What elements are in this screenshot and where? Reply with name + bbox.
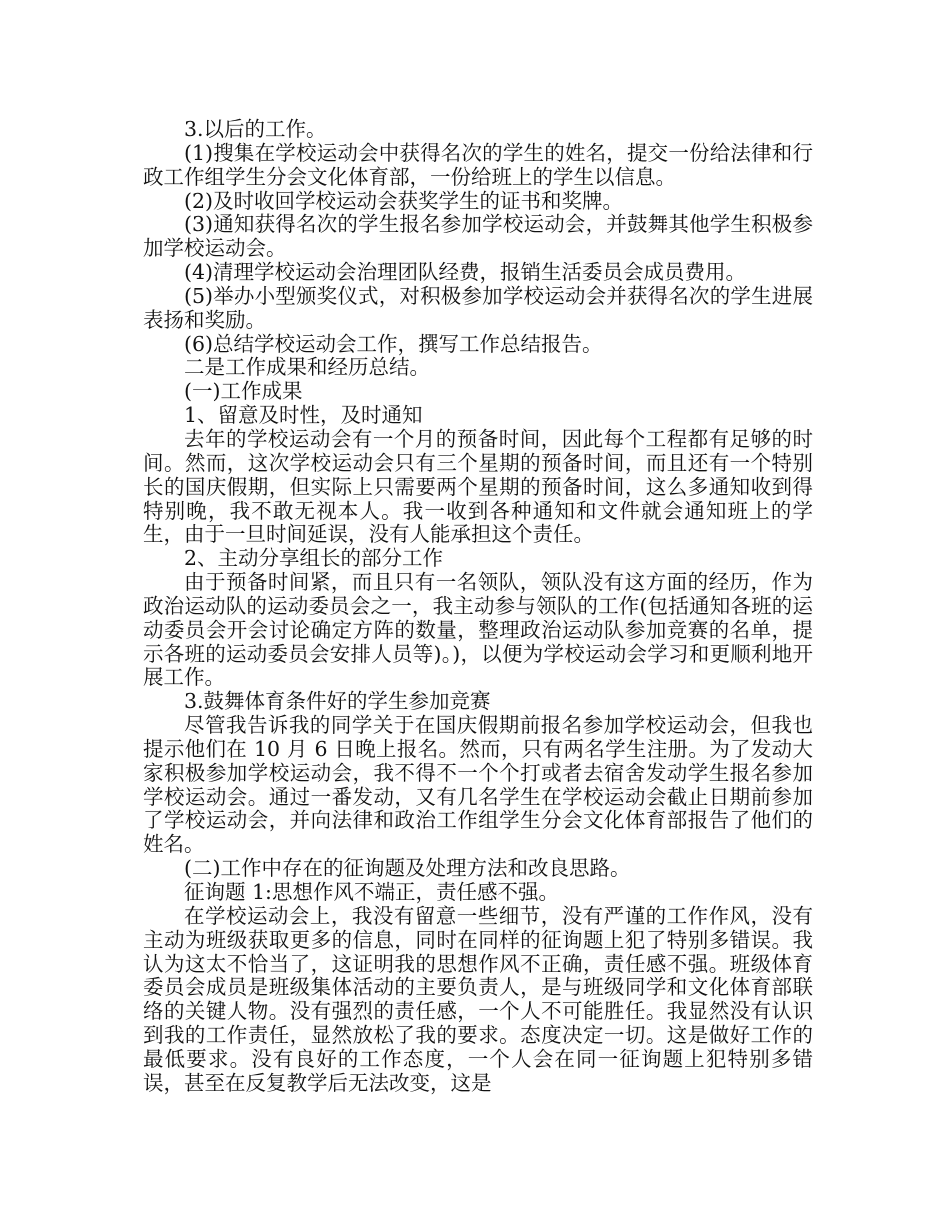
paragraph-problems-heading: (二)工作中存在的征询题及处理方法和改良思路。 xyxy=(184,856,631,881)
paragraph-problem-1-heading: 征询题 1:思想作风不端正，责任感不强。 xyxy=(184,880,559,904)
paragraph-results-heading: (一)工作成果 xyxy=(184,379,303,404)
paragraph-body-1: 去年的学校运动会有一个月的预备时间，因此每个工程都有足够的时间。然而，这次学校运动会只有三个星期的预备时间，而且还有一个特别长的国庆假期，但实际上只需要两个星期的预备时间，这么多通知收到得特别晚，我不敢无视本人。我一收到各种通知和文件就会通知班上的学生，由于一旦时间延误，没有人能承担这个责任。 xyxy=(143,426,813,547)
paragraph-subheading-2: 2、主动分享组长的部分工作 xyxy=(184,546,444,571)
paragraph-part-two-heading: 二是工作成果和经历总结。 xyxy=(184,355,430,380)
paragraph-body-3: 尽管我告诉我的同学关于在国庆假期前报名参加学校运动会，但我也提示他们在 10 月 6 日晚上报名。然而，只有两名学生注册。为了发动大家积极参加学校运动会，我不得不一个个打或者去宿舍发动学生报名参加学校运动会。通过一番发动，又有几名学生在学校运动会截止日期前参加了学校运动会，并向法律和政治工作组学生分会文化体育部报告了他们的姓名。 xyxy=(143,713,813,857)
paragraph-item-4: (4)清理学校运动会治理团队经费，报销生活委员会成员费用。 xyxy=(184,260,747,285)
paragraph-item-3: (3)通知获得名次的学生报名参加学校运动会，并鼓舞其他学生积极参加学校运动会。 xyxy=(143,212,813,261)
document-body xyxy=(143,118,813,1096)
paragraph-section-3-heading: 3.以后的工作。 xyxy=(184,117,327,141)
paragraph-body-2: 由于预备时间紧，而且只有一名领队，领队没有这方面的经历，作为政治运动队的运动委员会之一，我主动参与领队的工作(包括通知各班的运动委员会开会讨论确定方阵的数量，整理政治运动队参加竞赛的名单，提示各班的运动委员会安排人员等)。)，以便为学校运动会学习和更顺利地开展工作。 xyxy=(143,570,813,690)
paragraph-problem-1-body: 在学校运动会上，我没有留意一些细节，没有严谨的工作作风，没有主动为班级获取更多的信息，同时在同样的征询题上犯了特别多错误。我认为这太不恰当了，这证明我的思想作风不正确，责任感不强。班级体育委员会成员是班级集体活动的主要负责人，是与班级同学和文化体育部联络的关键人物。没有强烈的责任感，一个人不可能胜任。我显然没有认识到我的工作责任，显然放松了我的要求。态度决定一切。这是做好工作的最低要求。没有良好的工作态度，一个人会在同一征询题上犯特别多错误，甚至在反复教学后无法改变，这是 xyxy=(143,903,813,1095)
paragraph-subheading-3: 3.鼓舞体育条件好的学生参加竞赛 xyxy=(184,689,491,714)
paragraph-item-2: (2)及时收回学校运动会获奖学生的证书和奖牌。 xyxy=(184,188,624,213)
paragraph-item-5: (5)举办小型颁奖仪式，对积极参加学校运动会并获得名次的学生进展表扬和奖励。 xyxy=(143,283,813,332)
paragraph-item-1: (1)搜集在学校运动会中获得名次的学生的姓名，提交一份给法律和行政工作组学生分会文化体育部，一份给班上的学生以信息。 xyxy=(143,140,813,189)
paragraph-subheading-1: 1、留意及时性，及时通知 xyxy=(184,403,423,428)
paragraph-item-6: (6)总结学校运动会工作，撰写工作总结报告。 xyxy=(184,331,603,356)
